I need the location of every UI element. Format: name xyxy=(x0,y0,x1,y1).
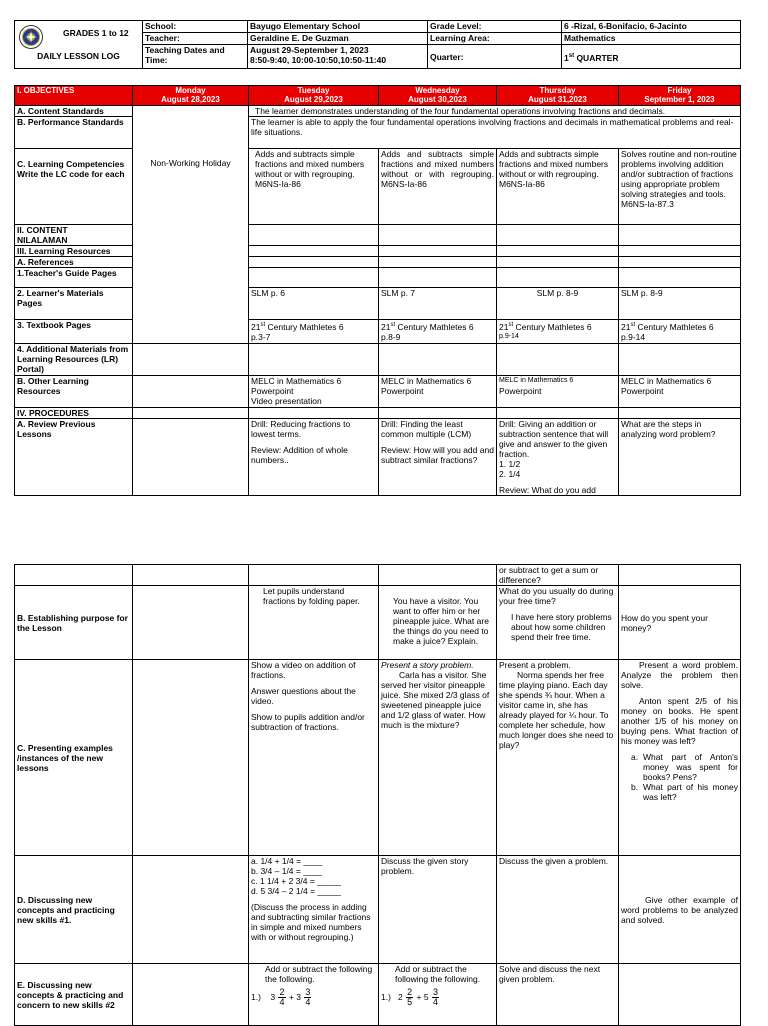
discussing1-wed: Discuss the given story problem. xyxy=(379,856,497,964)
day-friday: Friday September 1, 2023 xyxy=(619,86,741,106)
teacher-value: Geraldine E. De Guzman xyxy=(248,33,428,45)
competencies-wed: Adds and subtracts simple fractions and mixed numbers without or with regrouping. M6NS-Ia-86 xyxy=(379,149,497,225)
discussing2-thu: Solve and discuss the next given problem. xyxy=(497,964,619,1026)
resources-label: III. Learning Resources xyxy=(15,246,133,257)
discussing1-tue: a. 1/4 + 1/4 = ____ b. 3/4 – 1/4 = ____ c. 1 1/4 + 2 3/4 = _____ d. 5 3/4 – 2 1/4 = _____ (Discuss the process in adding and subtracting similar fractions in simple and mixed numbers with or without regrouping.) xyxy=(249,856,379,964)
grade-level-value: 6 -Rizal, 6-Bonifacio, 6-Jacinto xyxy=(562,21,741,33)
other-tue: MELC in Mathematics 6 Powerpoint Video presentation xyxy=(249,376,379,408)
discussing2-wed-item: 1.) 2 $\frac{2}{5}$ + 5 $\frac{3}{4}$ xyxy=(381,987,438,1007)
competencies-tue: Adds and subtracts simple fractions and mixed numbers without or with regrouping. M6NS-Ia-86 xyxy=(249,149,379,225)
presenting-label: C. Presenting examples /instances of the new lessons xyxy=(15,660,133,856)
objectives-heading: I. OBJECTIVES xyxy=(15,86,133,106)
review-tue: Drill: Reducing fractions to lowest terms. Review: Addition of whole numbers.. xyxy=(249,419,379,496)
quarter-num: 1 xyxy=(564,52,569,63)
textbook-thu: 21st Century Mathletes 6 p.9-14 xyxy=(497,320,619,344)
tg-pages-label: 1.Teacher's Guide Pages xyxy=(15,268,133,288)
fri-question-b: b. What part of his money was left? xyxy=(631,782,738,802)
additional-materials-label: 4. Additional Materials from Learning Resources (LR) Portal) xyxy=(15,344,133,376)
lm-pages-tue: SLM p. 6 xyxy=(249,288,379,320)
lm-pages-wed: SLM p. 7 xyxy=(379,288,497,320)
lm-pages-fri: SLM p. 8-9 xyxy=(619,288,741,320)
review-thu: Drill: Giving an addition or subtraction sentence that will give and answer to the given fraction. 1. 1/2 2. 1/4 Review: What do you add xyxy=(497,419,619,496)
purpose-thu: What do you usually do during your free time? I have here story problems about how some children spend their free time. xyxy=(497,586,619,660)
review-wed: Drill: Finding the least common multiple (LCM) Review: How will you add and subtract similar fractions? xyxy=(379,419,497,496)
teacher-label: Teacher: xyxy=(143,33,248,45)
procedures-label: IV. PROCEDURES xyxy=(15,408,133,419)
lesson-log-table-page1 xyxy=(14,85,741,496)
other-fri: MELC in Mathematics 6 Powerpoint xyxy=(619,376,741,408)
other-resources-label: B. Other Learning Resources xyxy=(15,376,133,408)
dates-line: August 29-September 1, 2023 xyxy=(250,45,369,55)
purpose-tue: Let pupils understand fractions by folding paper. xyxy=(249,586,379,660)
day-wednesday: Wednesday August 30,2023 xyxy=(379,86,497,106)
day-tuesday: Tuesday August 29,2023 xyxy=(249,86,379,106)
school-value: Bayugo Elementary School xyxy=(248,21,428,33)
competencies-label: C. Learning Competencies Write the LC code for each xyxy=(15,149,133,225)
purpose-label: B. Establishing purpose for the Lesson xyxy=(15,586,133,660)
review-label: A. Review Previous Lessons xyxy=(15,419,133,496)
competencies-fri: Solves routine and non-routine problems involving addition and/or subtraction of fractions using appropriate problem solving strategies and tools. M6NS-Ia-87.3 xyxy=(619,149,741,225)
lm-pages-thu: SLM p. 8-9 xyxy=(497,288,619,320)
day-thursday: Thursday August 31,2023 xyxy=(497,86,619,106)
discussing2-tue-item: 1.) 3 $\frac{2}{4}$ + 3 $\frac{3}{4}$ xyxy=(251,987,311,1007)
references-label: A. References xyxy=(15,257,133,268)
learning-area-value: Mathematics xyxy=(562,33,741,45)
quarter-text: QUARTER xyxy=(574,52,619,63)
competencies-thu: Adds and subtracts simple fractions and mixed numbers without or with regrouping. M6NS-Ia-86 xyxy=(497,149,619,225)
dates-label: Teaching Dates and Time: xyxy=(143,45,248,69)
review-fri: What are the steps in analyzing word problem? xyxy=(619,419,741,496)
purpose-wed: You have a visitor. You want to offer him or her pineapple juice. What are the things do you need to make a juice? Explain. xyxy=(379,586,497,660)
quarter-value xyxy=(562,45,741,69)
textbook-tue: 21st Century Mathletes 6 p.3-7 xyxy=(249,320,379,344)
content-standards-value: The learner demonstrates understanding of the four fundamental operations involving fractions and decimals. xyxy=(249,106,741,117)
header-table xyxy=(14,20,741,69)
quarter-sup: st xyxy=(568,52,575,59)
textbook-label: 3. Textbook Pages xyxy=(15,320,133,344)
lm-pages-label: 2. Learner's Materials Pages xyxy=(15,288,133,320)
discussing1-thu: Discuss the given a problem. xyxy=(497,856,619,964)
other-wed: MELC in Mathematics 6 Powerpoint xyxy=(379,376,497,408)
school-label: School: xyxy=(143,21,248,33)
review-thu-continued: or subtract to get a sum or difference? xyxy=(497,565,619,586)
textbook-wed: 21st Century Mathletes 6 p.8-9 xyxy=(379,320,497,344)
presenting-wed: Present a story problem. Carla has a visitor. She served her visitor pineapple juice. She mixed 2/3 glass of sweetened pineapple juice and 1/2 glass of water. How much is the mixture? xyxy=(379,660,497,856)
content-label: II. CONTENT NILALAMAN xyxy=(15,225,133,246)
discussing1-fri: Give other example of word problems to be analyzed and solved. xyxy=(619,856,741,964)
day-monday: Monday August 28,2023 xyxy=(133,86,249,106)
performance-standards-value: The learner is able to apply the four fundamental operations involving fractions and decimals in mathematical problems and real-life situations. xyxy=(249,117,741,149)
presenting-thu: Present a problem. Norma spends her free time playing piano. Each day she spends ¾ hour. When a visitor came in, she has already played for ¼ hour. To complete her schedule, how much longer does she need to play? xyxy=(497,660,619,856)
lesson-log-table-page2 xyxy=(14,564,741,1026)
learning-area-label: Learning Area: xyxy=(428,33,562,45)
fri-question-a: a. What part of Anton's money was spent for books? Pens? xyxy=(631,752,738,782)
purpose-fri: How do you spent your money? xyxy=(619,586,741,660)
grade-level-label: Grade Level: xyxy=(428,21,562,33)
discussing2-label: E. Discussing new concepts & practicing and concern to new skills #2 xyxy=(15,964,133,1026)
times-line: 8:50-9:40, 10:00-10:50,10:50-11:40 xyxy=(250,55,387,65)
dates-value xyxy=(248,45,428,69)
log-title: DAILY LESSON LOG xyxy=(15,45,143,69)
other-thu: MELC in Mathematics 6 Powerpoint xyxy=(497,376,619,408)
discussing2-tue: Add or subtract the following the following. 1.) 3 $\frac{2}{4}$ + 3 $\frac{3}{4}$ xyxy=(249,964,379,1026)
discussing2-wed: Add or subtract the following the following. 1.) 2 $\frac{2}{5}$ + 5 $\frac{3}{4}$ xyxy=(379,964,497,1026)
monday-holiday: Non-Working Holiday xyxy=(133,106,249,344)
grades-label: GRADES 1 to 12 xyxy=(15,21,143,45)
performance-standards-label: B. Performance Standards xyxy=(15,117,133,149)
presenting-fri: Present a word problem. Analyze the problem then solve. Anton spent 2/5 of his money on books. He spent another 1/5 of his money on buying pens. What fraction of his money was left? a. What part of Anton's money was spent for books? Pens? b. What part of his money was left? xyxy=(619,660,741,856)
textbook-fri: 21st Century Mathletes 6 p.9-14 xyxy=(619,320,741,344)
presenting-tue: Show a video on addition of fractions. Answer questions about the video. Show to pupils addition and/or subtraction of fractions. xyxy=(249,660,379,856)
discussing1-label: D. Discussing new concepts and practicing new skills #1. xyxy=(15,856,133,964)
quarter-label: Quarter: xyxy=(428,45,562,69)
content-standards-label: A. Content Standards xyxy=(15,106,133,117)
